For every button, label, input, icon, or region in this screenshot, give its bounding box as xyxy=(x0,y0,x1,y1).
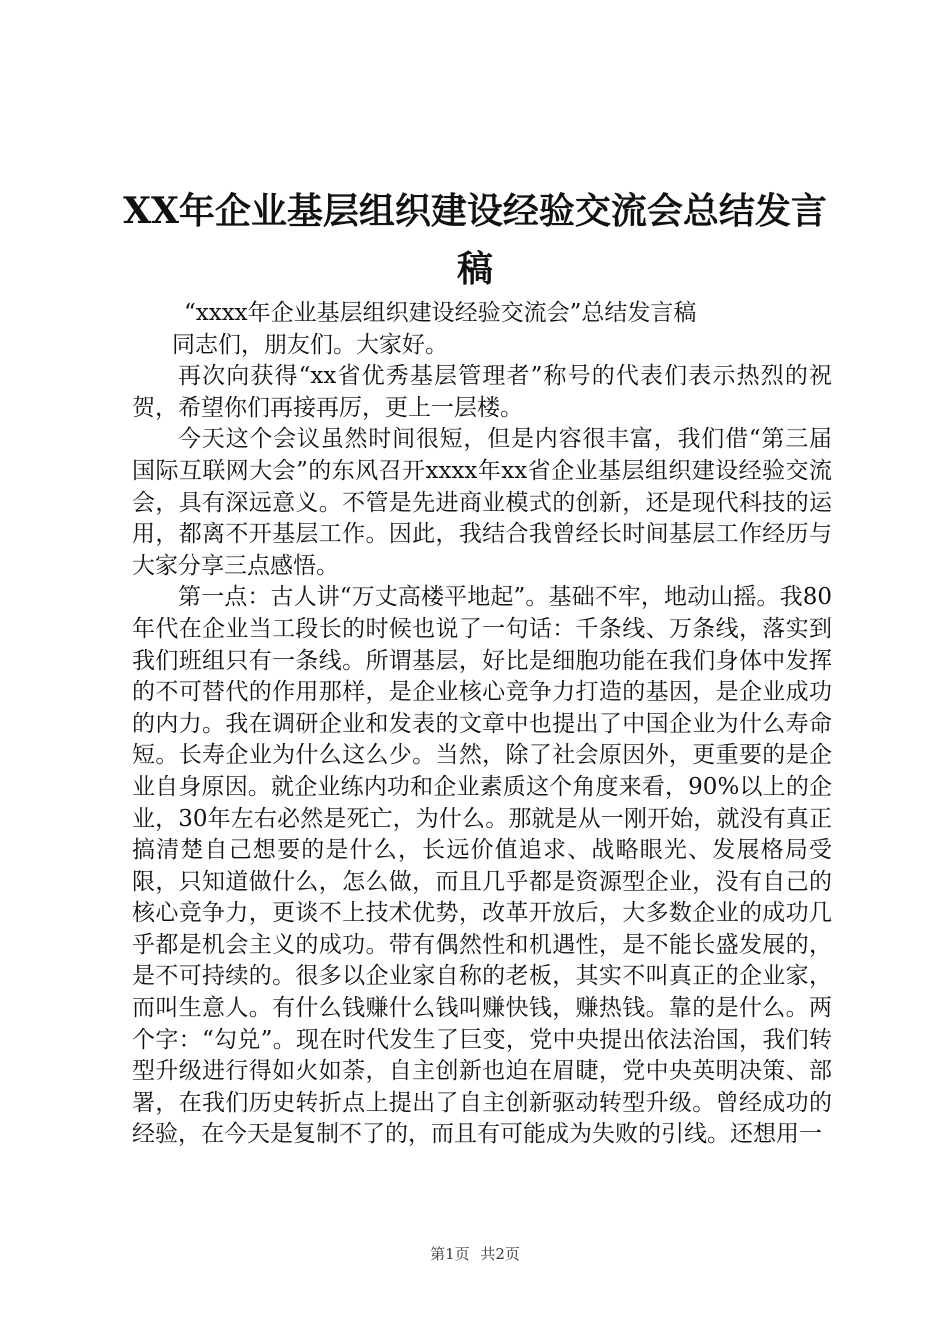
paragraph-congratulation: 再次向获得“xx省优秀基层管理者”称号的代表们表示热烈的祝贺，希望你们再接再厉，更上一层楼。 xyxy=(132,363,832,421)
paragraph-introduction: 今天这个会议虽然时间很短，但是内容很丰富，我们借“第三届国际互联网大会”的东风召开xxxx年xx省企业基层组织建设经验交流会，具有深远意义。不管是先进商业模式的创新，还是现代科技的运用，都离不开基层工作。因此，我结合我曾经长时间基层工作经历与大家分享三点感悟。 xyxy=(132,426,832,579)
document-body xyxy=(132,298,832,1151)
page-footer xyxy=(0,1243,950,1264)
page-total: 共2页 xyxy=(480,1245,520,1263)
document-title: XX年企业基层组织建设经验交流会总结发言稿 xyxy=(123,190,827,290)
paragraph-greeting: 同志们，朋友们。大家好。 xyxy=(172,331,448,358)
page-number: 第1页 xyxy=(430,1245,470,1263)
paragraph-subtitle: “xxxx年企业基层组织建设经验交流会”总结发言稿 xyxy=(184,300,697,326)
paragraph-point-one: 第一点：古人讲“万丈高楼平地起”。基础不牢，地动山摇。我80年代在企业当工段长的时候也说了一句话：千条线、万条线，落实到我们班组只有一条线。所谓基层，好比是细胞功能在我们身体中发挥的不可替代的作用那样，是企业核心竞争力打造的基因，是企业成功的内力。我在调研企业和发表的文章中也提出了中国企业为什么寿命短。长寿企业为什么这么少。当然，除了社会原因外，更重要的是企业自身原因。就企业练内功和企业素质这个角度来看，90%以上的企业，30年左右必然是死亡，为什么。那就是从一刚开始，就没有真正搞清楚自己想要的是什么，长远价值追求、战略眼光、发展格局受限，只知道做什么，怎么做，而且几乎都是资源型企业，没有自己的核心竞争力，更谈不上技术优势，改革开放后，大多数企业的成功几乎都是机会主义的成功。带有偶然性和机遇性，是不能长盛发展的，是不可持续的。很多以企业家自称的老板，其实不叫真正的企业家，而叫生意人。有什么钱赚什么钱叫赚快钱，赚热钱。靠的是什么。两个字：“勾兑”。现在时代发生了巨变，党中央提出依法治国，我们转型升级进行得如火如荼，自主创新也迫在眉睫，党中央英明决策、部署，在我们历史转折点上提出了自主创新驱动转型升级。曾经成功的经验，在今天是复制不了的，而且有可能成为失败的引线。还想用一 xyxy=(132,584,832,1148)
